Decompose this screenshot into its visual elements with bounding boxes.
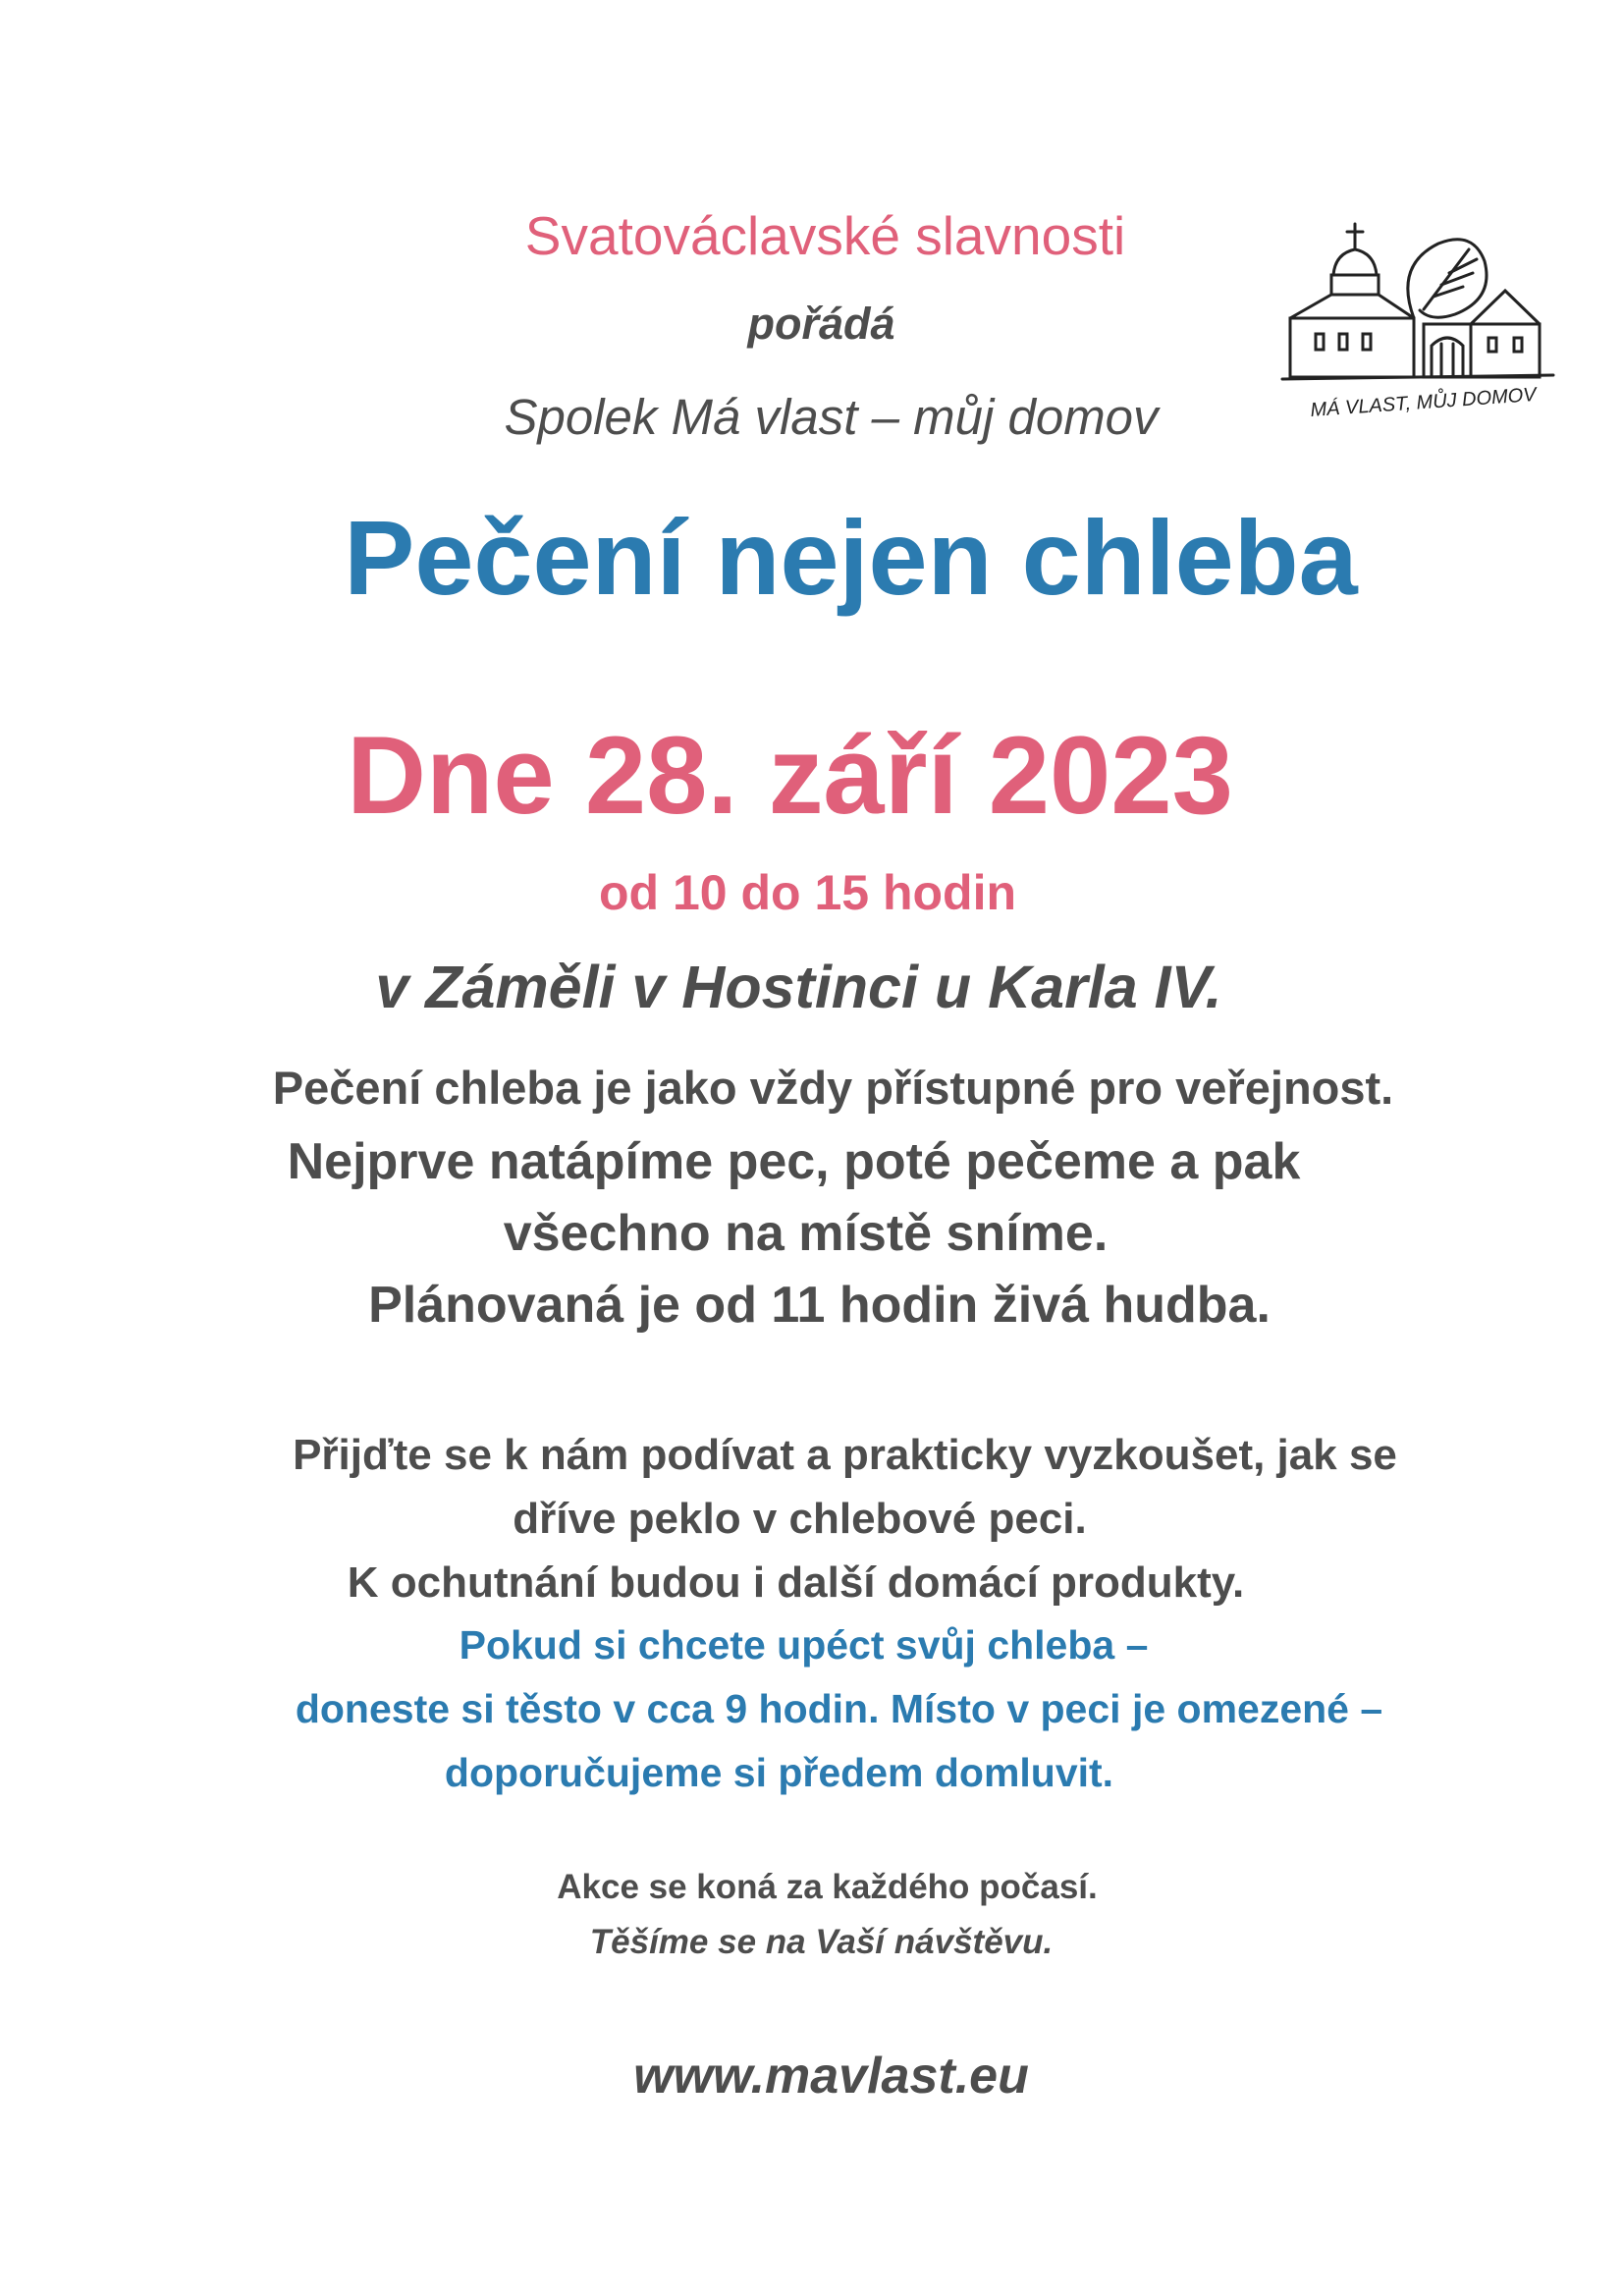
tree-icon [1408, 240, 1487, 377]
event-date: Dne 28. září 2023 [347, 714, 1233, 837]
website-link[interactable]: www.mavlast.eu [633, 2048, 1029, 2105]
invitation-line: K ochutnání budou i další domácí produkty. [347, 1558, 1245, 1607]
logo-caption: MÁ VLAST, MŮJ DOMOV [1309, 384, 1538, 422]
bake-own-bread-line: Pokud si chcete upéct svůj chleba – [459, 1622, 1149, 1667]
organizer-event: Svatováclavské slavnosti [524, 205, 1126, 266]
church-icon [1290, 224, 1414, 377]
event-title: Pečení nejen chleba [344, 498, 1358, 617]
bake-own-bread-line: doneste si těsto v cca 9 hodin. Místo v peci je omezené – [295, 1686, 1383, 1731]
event-place: v Záměli v Hostinci u Karla IV. [375, 954, 1222, 1020]
presents-label: pořádá [747, 299, 895, 349]
description-line: Nejprve natápíme pec, poté pečeme a pak [287, 1133, 1301, 1190]
closing-greeting: Těšíme se na Vaší návštěvu. [589, 1923, 1054, 1961]
event-time: od 10 do 15 hodin [598, 865, 1017, 920]
invitation-line: Přijďte se k nám podívat a prakticky vyzkoušet, jak se [293, 1431, 1397, 1479]
association-logo [1276, 216, 1571, 422]
association-name: Spolek Má vlast – můj domov [504, 389, 1159, 445]
description-line: všechno na místě sníme. [503, 1205, 1109, 1262]
description-line: Pečení chleba je jako vždy přístupné pro veřejnost. [272, 1062, 1394, 1114]
weather-note: Akce se koná za každého počasí. [557, 1868, 1098, 1906]
house-icon [1471, 291, 1540, 377]
description-line: Plánovaná je od 11 hodin živá hudba. [368, 1277, 1271, 1334]
invitation-line: dříve peklo v chlebové peci. [513, 1495, 1087, 1543]
bake-own-bread-line: doporučujeme si předem domluvit. [444, 1750, 1114, 1795]
